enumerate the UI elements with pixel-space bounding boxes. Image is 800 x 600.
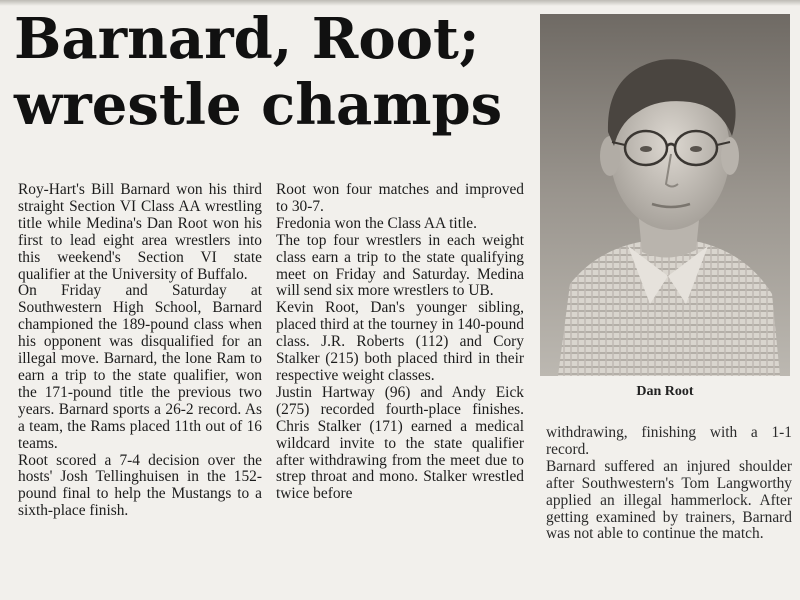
article-column-2 [276, 182, 524, 503]
paragraph: Barnard suffered an injured shoulder after Southwestern's Tom Langworthy applied an illegal hammerlock. After getting examined by trainers, Barnard was not able to continue the match. [546, 457, 792, 543]
paragraph: Roy-Hart's Bill Barnard won his third straight Section VI Class AA wrestling title while Medina's Dan Root won his first to lead eight area wrestlers into this weekend's Section VI state qualifier at the University of Buffalo. [18, 181, 262, 283]
portrait-illustration [540, 14, 790, 376]
headline-line-2: wrestle champs [14, 72, 503, 138]
headline-line-1: Barnard, Root; [14, 6, 480, 72]
paragraph: Fredonia won the Class AA title. [276, 214, 477, 232]
headline [14, 6, 534, 138]
paragraph: Root won four matches and improved to 30-7. [276, 181, 524, 215]
paragraph: Root scored a 7-4 decision over the hosts' Josh Tellinghuisen in the 152-pound final to help the Mustangs to a sixth-place finish. [18, 451, 262, 520]
article-column-3 [546, 425, 792, 543]
paragraph: withdrawing, finishing with a 1-1 record. [546, 424, 792, 458]
article-column-1 [18, 182, 262, 520]
paragraph: On Friday and Saturday at Southwestern High School, Barnard championed the 189-pound class when his opponent was disqualified for an illegal move. Barnard, the lone Ram to earn a trip to the state qualifier, won the 171-pound title the previous two years. Barnard sports a 26-2 record. As a team, the Rams placed 11th out of 16 teams. [18, 282, 262, 452]
photo-caption: Dan Root [636, 384, 694, 399]
paragraph: The top four wrestlers in each weight class earn a trip to the state qualifying meet on Friday and Saturday. Medina will send six more wrestlers to UB. [276, 231, 524, 300]
paragraph: Kevin Root, Dan's younger sibling, placed third at the tourney in 140-pound class. J.R. Roberts (112) and Cory Stalker (215) both placed third in their respective weight classes. [276, 299, 524, 384]
portrait-photo [540, 14, 790, 376]
paragraph: Justin Hartway (96) and Andy Eick (275) recorded fourth-place finishes. Chris Stalker (171) earned a medical wildcard invite to the state qualifier after withdrawing from the meet due to strep throat and mono. Stalker wrestled twice before [276, 383, 524, 503]
